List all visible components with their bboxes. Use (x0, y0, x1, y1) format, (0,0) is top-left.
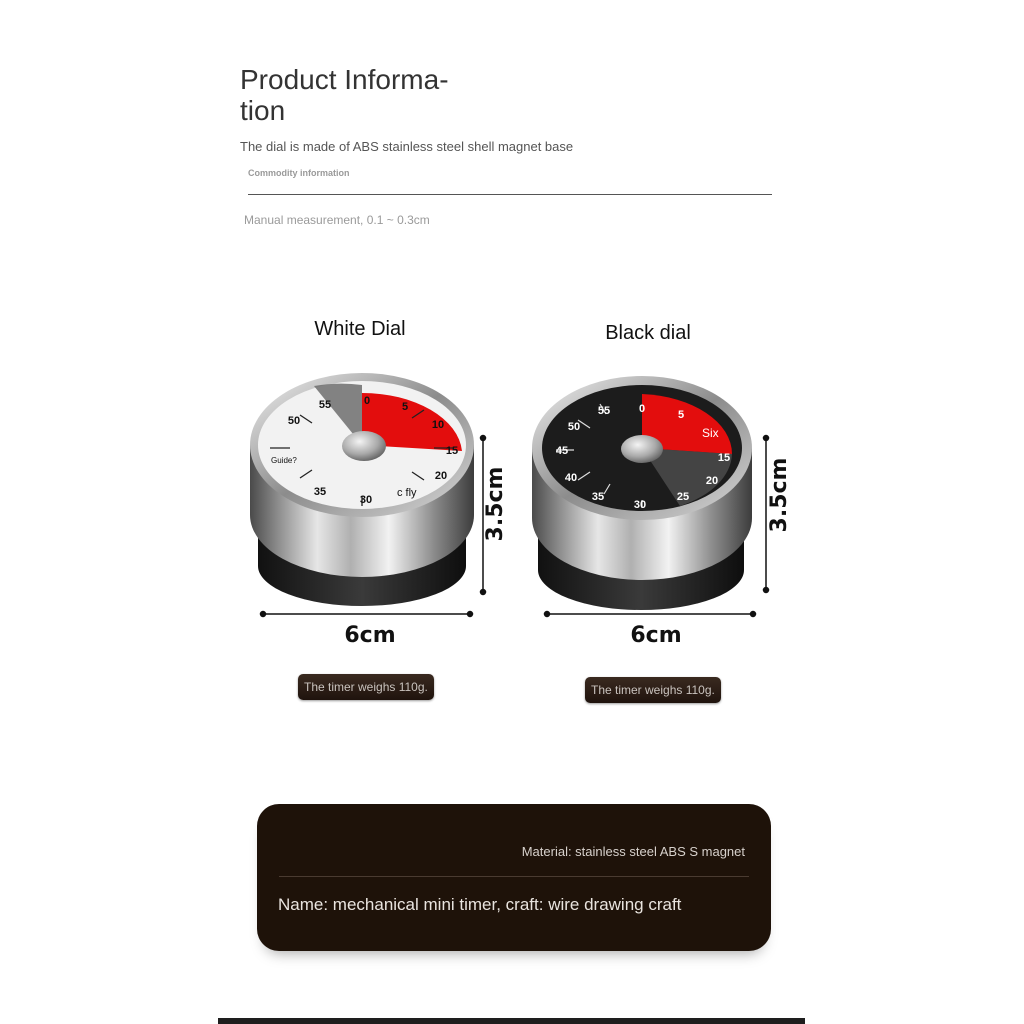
dial-number: 55 (318, 399, 332, 411)
dial-number: 35 (313, 486, 327, 498)
black-height-label: 3.5cm (767, 457, 792, 533)
black-dial-label: Black dial (605, 322, 691, 344)
dial-number: 50 (287, 415, 301, 427)
dial-number: 40 (564, 472, 578, 484)
info-divider (279, 876, 749, 877)
dial-number: 20 (705, 475, 719, 487)
black-weight-tag: The timer weighs 110g. (585, 677, 721, 703)
info-card (257, 804, 771, 951)
dial-number: 20 (434, 470, 448, 482)
dial-number: 50 (567, 421, 581, 433)
white-weight-tag: The timer weighs 110g. (298, 674, 434, 700)
dial-number: 15 (717, 452, 731, 464)
white-width-label: 6cm (344, 623, 396, 648)
bottom-bar (218, 1018, 805, 1024)
dial-number: 35 (591, 491, 605, 503)
dial-number: 5 (677, 409, 685, 421)
dial-number: 55 (597, 405, 611, 417)
product-name-text: Name: mechanical mini timer, craft: wire drawing craft (278, 895, 682, 914)
dial-text: Guide? (271, 456, 297, 465)
commodity-label: Commodity information (248, 168, 350, 178)
dial-number: 30 (633, 499, 647, 511)
white-dial-label: White Dial (314, 318, 406, 340)
dial-text: c fly (397, 487, 417, 499)
dial-number: 10 (431, 419, 445, 431)
dial-number: 45 (555, 445, 569, 457)
dial-number: 30 (359, 494, 373, 506)
dial-text: Six (702, 426, 719, 440)
timer-knob (342, 431, 386, 461)
dial-number: 0 (363, 395, 371, 407)
black-width-label: 6cm (630, 623, 682, 648)
measurement-note: Manual measurement, 0.1 ~ 0.3cm (244, 213, 430, 227)
page-title: Product Informa- tion (240, 64, 449, 126)
dial-number: 5 (401, 401, 409, 413)
page-subtitle: The dial is made of ABS stainless steel shell magnet base (240, 139, 574, 154)
dial-number: 0 (638, 403, 646, 415)
white-height-label: 3.5cm (483, 466, 508, 542)
white-dial-timer (250, 373, 474, 606)
black-dial-timer (532, 376, 752, 610)
timer-knob (621, 435, 663, 463)
dial-number: 25 (676, 491, 690, 503)
dial-number: 15 (445, 445, 459, 457)
material-text: Material: stainless steel ABS S magnet (521, 844, 745, 859)
